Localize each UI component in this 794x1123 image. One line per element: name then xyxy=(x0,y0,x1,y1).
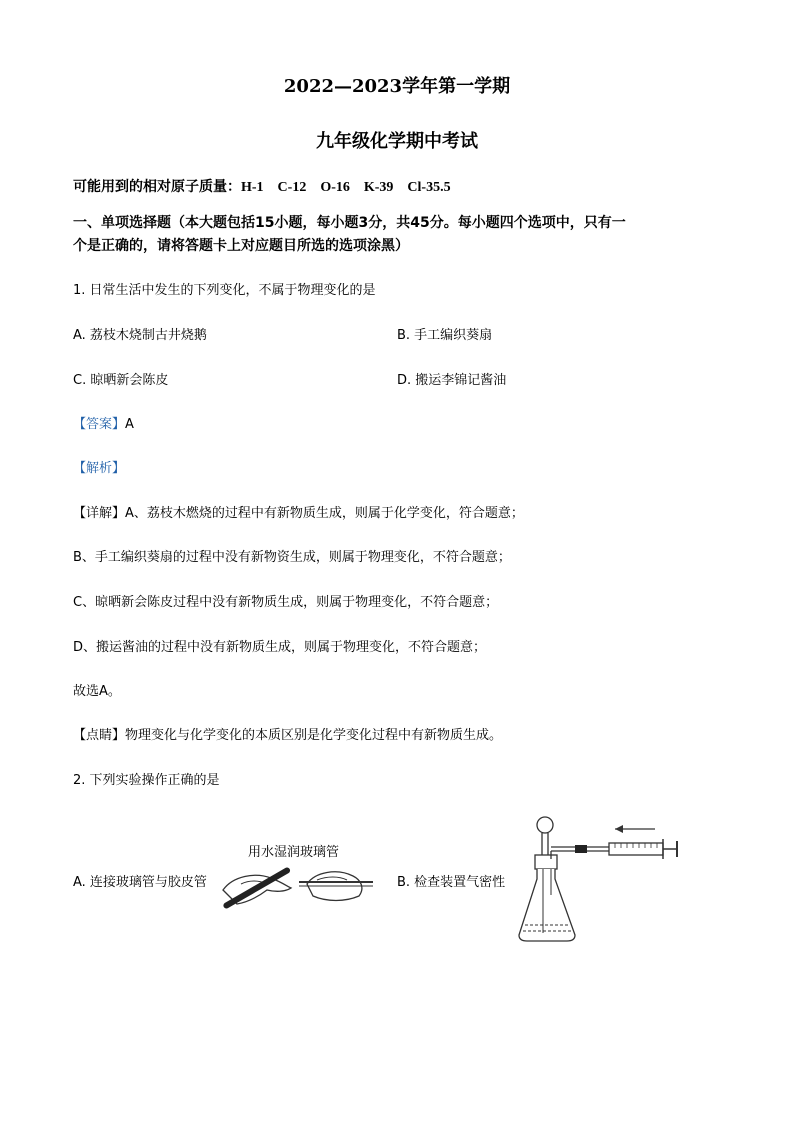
detail-a-text: A、荔枝木燃烧的过程中有新物质生成，则属于化学变化，符合题意； xyxy=(125,506,524,521)
hands-glass-tube-figure xyxy=(215,862,375,920)
section-heading-line1: 一、单项选择题（本大题包括15小题，每小题3分，共45分。每小题四个选项中，只有一 xyxy=(73,215,626,231)
q1-option-d: D. 搬运李锦记酱油 xyxy=(397,373,507,388)
exam-title: 九年级化学期中考试 xyxy=(316,131,478,152)
q1-stem: 1. 日常生活中发生的下列变化，不属于物理变化的是 xyxy=(73,283,376,298)
comment-text: 物理变化与化学变化的本质区别是化学变化过程中有新物质生成。 xyxy=(125,728,503,743)
q1-option-a: A. 荔枝木烧制古井烧鹅 xyxy=(73,328,207,343)
q2-option-a: A. 连接玻璃管与胶皮管 xyxy=(73,875,207,890)
analysis-tag: 【解析】 xyxy=(73,461,126,476)
detail-tag: 【详解】 xyxy=(73,506,126,521)
q2-stem: 2. 下列实验操作正确的是 xyxy=(73,773,220,788)
q1-detail-b: B、手工编织葵扇的过程中没有新物资生成，则属于物理变化，不符合题意； xyxy=(73,550,511,565)
q1-conclusion: 故选A。 xyxy=(73,684,121,699)
atomic-masses: 可能用到的相对原子质量：H-1 C-12 O-16 K-39 Cl-35.5 xyxy=(73,180,451,195)
airtightness-apparatus-figure xyxy=(515,815,690,945)
q1-detail-a xyxy=(73,502,524,521)
q1-comment xyxy=(73,724,502,743)
page-title: 2022—2023学年第一学期 xyxy=(283,76,511,97)
answer-tag: 【答案】 xyxy=(73,417,126,432)
q2-option-b: B. 检查装置气密性 xyxy=(397,875,506,890)
figure-a-caption: 用水湿润玻璃管 xyxy=(248,845,340,860)
comment-tag: 【点睛】 xyxy=(73,728,126,743)
q1-option-c: C. 晾晒新会陈皮 xyxy=(73,373,169,388)
q1-detail-c: C、晾晒新会陈皮过程中没有新物质生成，则属于物理变化，不符合题意； xyxy=(73,595,499,610)
q1-detail-d: D、搬运酱油的过程中没有新物质生成，则属于物理变化，不符合题意； xyxy=(73,640,487,655)
q1-answer xyxy=(73,413,134,432)
q1-option-b: B. 手工编织葵扇 xyxy=(397,328,493,343)
answer-value: A xyxy=(125,417,134,432)
section-heading-line2: 个是正确的，请将答题卡上对应题目所选的选项涂黑） xyxy=(73,238,409,254)
